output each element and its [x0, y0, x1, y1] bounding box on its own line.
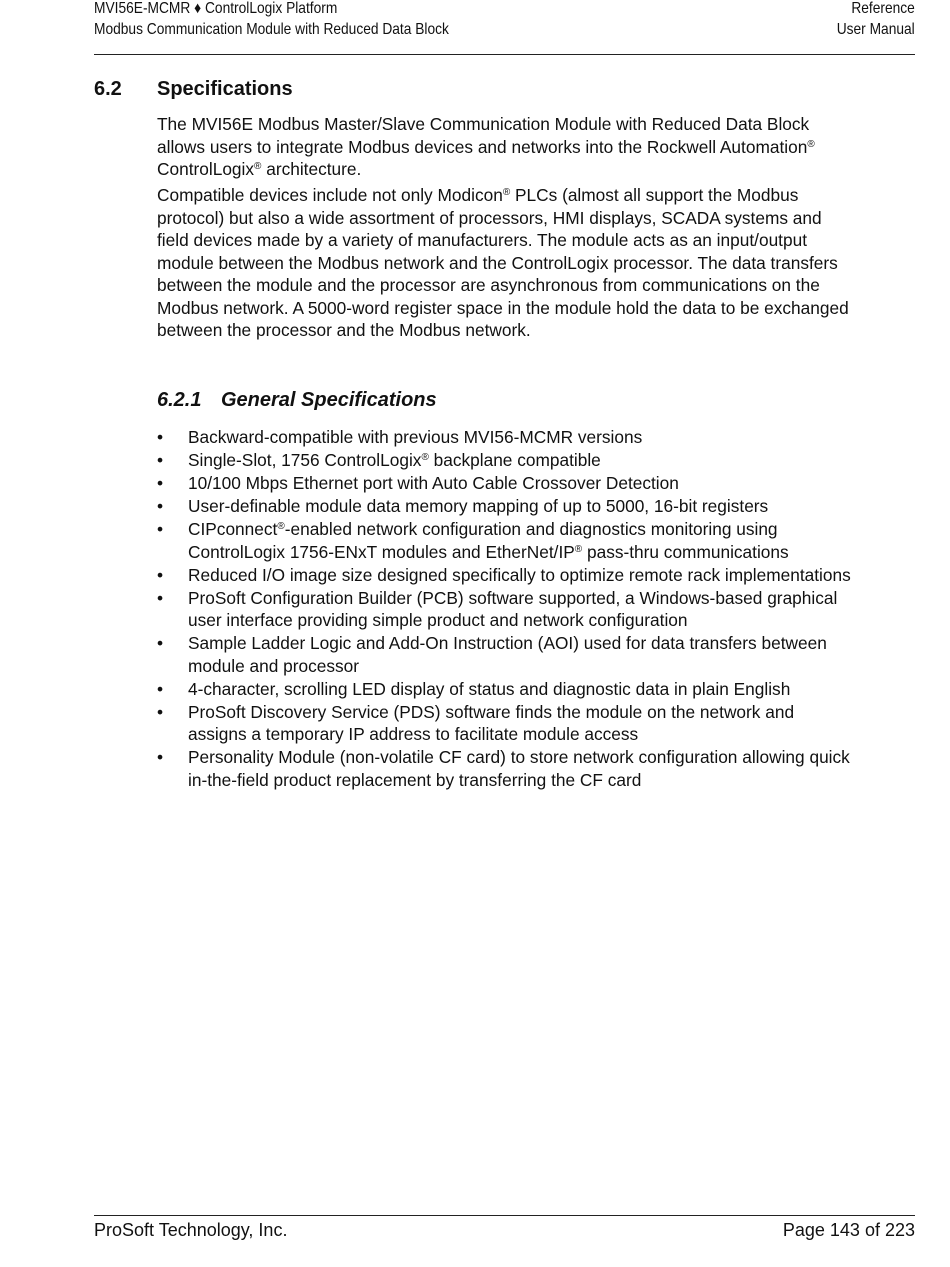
header-product-subtitle: Modbus Communication Module with Reduced Data Block — [94, 21, 449, 38]
header-chapter: Reference — [851, 0, 915, 17]
subsection-heading — [157, 389, 437, 412]
compatibility-paragraph: Compatible devices include not only Modicon® PLCs (almost all support the Modbus protocol) but also a wide assortment of processors, HMI displays, SCADA systems and field devices made by a variety of manufacturers. The module acts as an input/output module between the Modbus network and the ControlLogix processor. The data transfers between the module and the processor are asynchronous from communications on the Modbus network. A 5000-word register space in the module hold the data to be exchanged between the processor and the Modbus network. — [157, 185, 849, 340]
list-item: • 10/100 Mbps Ethernet port with Auto Cable Crossover Detection — [157, 473, 679, 493]
page-footer — [94, 1215, 915, 1240]
subsection-number: 6.2.1 — [157, 389, 202, 411]
footer-page-number: Page 143 of 223 — [782, 1220, 915, 1240]
list-item: • Sample Ladder Logic and Add-On Instruction (AOI) used for data transfers between module and processor — [157, 633, 827, 676]
bullet-icon: • — [157, 427, 164, 447]
header-doc-type: User Manual — [836, 21, 915, 38]
intro-paragraph: The MVI56E Modbus Master/Slave Communication Module with Reduced Data Block allows users to integrate Modbus devices and networks into the Rockwell Automation® ControlLogix® architecture. — [157, 114, 815, 179]
footer-company: ProSoft Technology, Inc. — [94, 1220, 288, 1240]
list-item: • 4-character, scrolling LED display of status and diagnostic data in plain English — [157, 678, 791, 699]
bullet-icon: • — [157, 678, 164, 699]
spec-list — [157, 426, 857, 792]
list-item: • Backward-compatible with previous MVI56-MCMR versions — [157, 427, 643, 447]
section-number: 6.2 — [94, 78, 122, 100]
list-item: • Single-Slot, 1756 ControlLogix® backplane compatible — [157, 450, 601, 470]
list-item: • ProSoft Discovery Service (PDS) software finds the module on the network and assigns a temporary IP address to facilitate module access — [157, 701, 795, 744]
page-header — [94, 0, 915, 55]
bullet-icon: • — [157, 450, 164, 470]
list-item: • User-definable module data memory mapping of up to 5000, 16-bit registers — [157, 496, 769, 516]
header-product-line: MVI56E-MCMR ♦ ControlLogix Platform — [94, 0, 338, 17]
list-item: • Reduced I/O image size designed specifically to optimize remote rack implementations — [157, 564, 851, 585]
list-item: • Personality Module (non-volatile CF card) to store network configuration allowing quick in-the-field product replacement by transferring the CF card — [157, 747, 850, 790]
subsection-title: General Specifications — [221, 389, 437, 411]
bullet-icon: • — [157, 701, 164, 722]
bullet-icon: • — [157, 473, 164, 493]
bullet-icon: • — [157, 564, 164, 585]
bullet-icon: • — [157, 496, 164, 516]
bullet-icon: • — [157, 633, 164, 653]
bullet-icon: • — [157, 747, 164, 767]
section-title: Specifications — [157, 78, 293, 100]
list-item: • ProSoft Configuration Builder (PCB) software supported, a Windows-based graphical user interface providing simple product and network configuration — [157, 587, 838, 630]
bullet-icon: • — [157, 587, 164, 608]
list-item: • CIPconnect®-enabled network configuration and diagnostics monitoring using ControlLogix 1756-ENxT modules and EtherNet/IP® pass-thru communications — [157, 519, 789, 562]
bullet-icon: • — [157, 519, 164, 539]
